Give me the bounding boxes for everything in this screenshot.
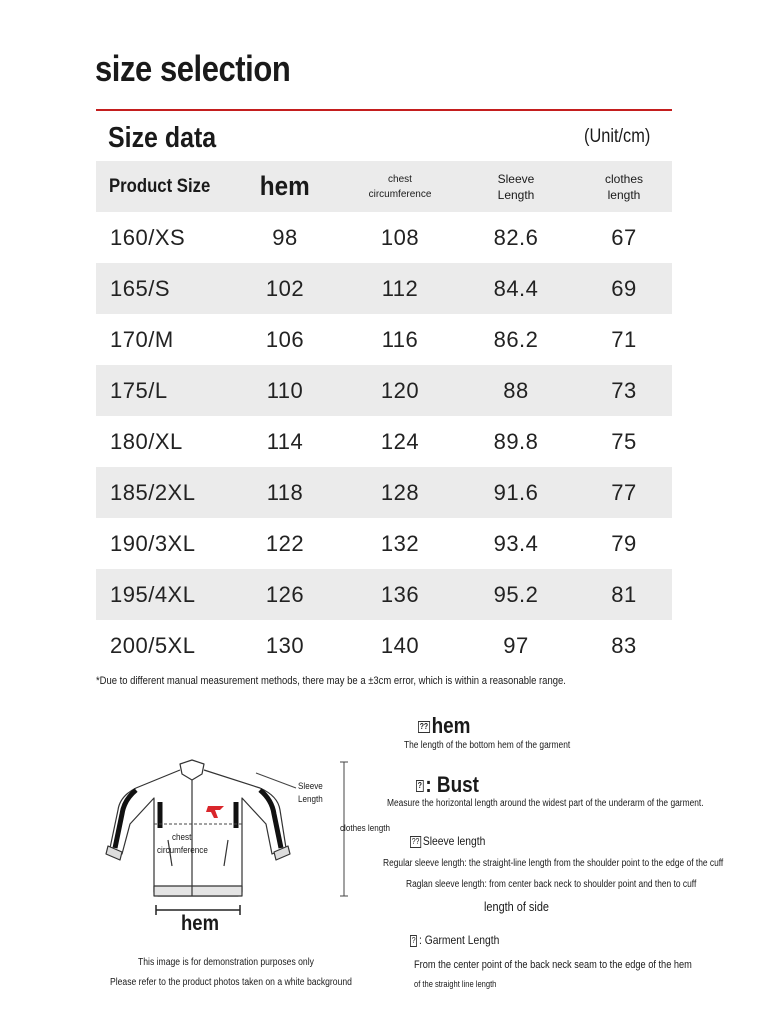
diagram-hem-label: hem [181,912,220,935]
cell-hem: 98 [272,224,298,250]
header-sleeve-length: Sleeve Length [456,161,576,212]
cell-clothes-length: 77 [576,467,672,518]
cell-hem: 118 [226,467,344,518]
header-clothes-length: clothes length [576,161,672,212]
cell-chest: 116 [381,326,419,352]
table-row [96,314,672,365]
cell-hem: 106 [265,326,305,352]
sleeve-definition-text-3: length of side [484,899,549,914]
unit-label: (Unit/cm) [584,126,651,147]
garment-definition-title: ? : Garment Length [411,933,500,947]
bust-definition-title: ? : Bust [417,772,479,797]
hem-definition-title: ?? hem [419,713,471,738]
placeholder-glyph-icon: ?? [411,836,420,846]
cell-clothes-length: 73 [576,365,672,416]
cell-hem: 126 [226,569,344,620]
diagram-sleeve-label: Sleeve Length [298,781,323,804]
cell-size: 180/XL [110,428,183,454]
size-data-title: Size data [108,122,217,154]
cell-chest: 140 [380,632,420,658]
sleeve-definition-text-1: Regular sleeve length: the straight-line length from the shoulder point to the edge of the cuff [383,858,724,869]
cell-hem: 122 [265,530,305,556]
table-row [96,416,672,467]
table-row [96,569,672,620]
diagram-chest-label-2: circumference [157,845,208,855]
hem-definition-text: The length of the bottom hem of the garment [404,740,571,751]
placeholder-glyph-icon: ?? [419,722,429,732]
table-row [96,467,672,518]
cell-hem: 130 [265,632,305,658]
cell-hem: 114 [266,428,304,454]
cell-clothes-length: 67 [611,224,637,250]
cell-clothes-length: 83 [611,632,637,658]
cell-sleeve: 88 [456,365,576,416]
placeholder-glyph-icon: ? [417,781,422,791]
cell-sleeve: 97 [503,632,529,658]
cell-hem: 102 [226,263,344,314]
cell-clothes-length: 75 [611,428,637,454]
cell-size: 200/5XL [110,632,196,658]
cell-sleeve: 89.8 [493,428,539,454]
measurement-note: *Due to different manual measurement methods, there may be a ±3cm error, which is within a reasonable range. [96,675,566,687]
cell-chest: 136 [344,569,456,620]
page-title: size selection [95,48,291,89]
diagram-chest-label-1: chest [172,832,192,842]
cell-size: 190/3XL [110,530,196,556]
cell-clothes-length: 69 [576,263,672,314]
cell-chest: 128 [344,467,456,518]
cell-sleeve: 86.2 [493,326,539,352]
cell-chest: 124 [380,428,420,454]
cell-clothes-length: 71 [611,326,637,352]
cell-size: 195/4XL [96,569,226,620]
cell-hem: 110 [226,365,344,416]
cell-size: 170/M [110,326,174,352]
cell-size: 160/XS [110,224,186,250]
cell-chest: 120 [344,365,456,416]
placeholder-glyph-icon: ? [411,935,416,945]
cell-chest: 112 [344,263,456,314]
cell-sleeve: 95.2 [456,569,576,620]
jacket-diagram [96,740,366,940]
cell-chest: 108 [380,224,420,250]
title-divider [96,109,672,111]
bust-definition-text: Measure the horizontal length around the widest part of the underarm of the garment. [387,798,704,809]
cell-size: 185/2XL [96,467,226,518]
garment-definition-text-2: of the straight line length [414,979,497,989]
cell-size: 165/S [96,263,226,314]
sleeve-definition-text-2: Raglan sleeve length: from center back neck to shoulder point and then to cuff [406,879,697,890]
cell-sleeve: 84.4 [456,263,576,314]
garment-definition-text-1: From the center point of the back neck seam to the edge of the hem [414,959,692,971]
table-row [96,518,672,569]
header-hem: hem [226,161,344,212]
table-header-row [96,161,672,212]
table-row [96,263,672,314]
cell-sleeve: 93.4 [493,530,539,556]
table-row [96,212,672,263]
header-product-size: Product Size [96,161,226,212]
diagram-clothes-length-label: clothes length [340,823,390,833]
cell-chest: 132 [380,530,420,556]
cell-sleeve: 82.6 [493,224,539,250]
header-chest-circumference: chest circumference [344,161,456,212]
sleeve-definition-title: ?? Sleeve length [411,834,486,848]
cell-clothes-length: 79 [611,530,637,556]
size-table [96,161,672,671]
table-row [96,365,672,416]
cell-sleeve: 91.6 [456,467,576,518]
cell-clothes-length: 81 [576,569,672,620]
cell-size: 175/L [96,365,226,416]
demo-note-2: Please refer to the product photos taken on a white background [110,977,352,988]
table-row [96,620,672,671]
demo-note-1: This image is for demonstration purposes only [138,957,314,968]
